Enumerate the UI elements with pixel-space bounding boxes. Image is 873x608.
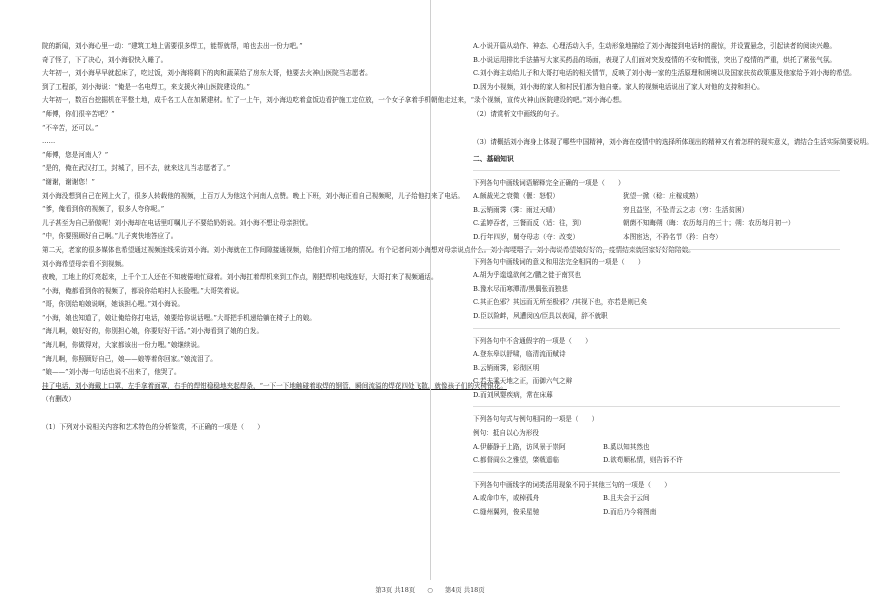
passage-line-19: “小海，俺都看到你的视频了，都说你给咱村人长脸哩。”大哥笑着说。: [42, 286, 244, 295]
question-4: [473, 170, 840, 245]
question-6: [473, 328, 840, 403]
q7-example: 例句：抵自以心为形役: [473, 429, 539, 438]
q4-option-b-part2: 穷且益坚，不坠青云之志（穷：生活贫困）: [623, 205, 749, 214]
q4-option-b: B.云销雨霁（霁：雨过天晴）: [473, 205, 560, 214]
spacer: [42, 407, 420, 421]
q1-option-b: B.小说运用排比手法描写大家买药品的场面，表现了人们面对突发疫情的不安和慌张，突出了疫情的严重，烘托了紧张气氛。: [473, 55, 837, 64]
q4-option-a: A.颇裁光之衰微（偃：怒恨）: [473, 192, 559, 201]
right-page-number: 第4页 共18页: [444, 586, 485, 594]
q6-option-b: B.云销雨霁，彩彻区明: [473, 363, 540, 372]
q4-row: [473, 190, 840, 204]
q1-option-d: D.因为小视频，刘小海的家人和村民们都为他自豪。家人的视频电话说出了家人对他的支持和担心。: [473, 82, 764, 91]
passage-line-3: 大年初一，刘小海早早就起床了，吃过饭，刘小海将剩下的肉和蔬菜给了房东大哥，他要去火神山医院当志愿者。: [42, 69, 372, 78]
passage-line-12: 刘小海没想到自己在网上火了，很多人转载他的视频，上百万人为他这个河南人点赞。晚上下班，刘小海正看自己视频呢，儿子给他打来了电话。: [42, 191, 464, 200]
page-footer: [0, 581, 860, 599]
passage-line-22: “海儿啊，娘好好的，你别担心娘，你要好好干活。”刘小海看到了娘的白发。: [42, 327, 264, 336]
q4-option-c-part2: 朝菌不知晦朔（晦：农历每月的三十；朔：农历每月初一）: [623, 219, 795, 228]
passage-line-11: “谢谢，谢谢您！”: [42, 177, 95, 186]
q1-option-a: A.小说开篇从动作、神态、心理活动入手，生动形象地描绘了刘小海接到电话时的震惊，并设置悬念，引起读者的阅读兴趣。: [473, 42, 836, 50]
passage-line-6: “师傅，你们很辛苦吧？”: [42, 109, 115, 118]
q5-option-a: A.胡为乎遑遑欲何之/鹏之徙于南冥也: [473, 271, 581, 280]
question-3: （3）请概括刘小海身上体现了哪些中国精神，刘小海在疫情中的选择所体现出的精神又有着怎样的现实意义，请结合生活实际简要说明。: [473, 137, 873, 146]
q6-option-a: A.登东皋以舒啸，临清流而赋诗: [473, 350, 566, 359]
q5-option-d: D.臣以险衅，夙遭闵凶/臣具以表闻，辞不就职: [473, 311, 608, 320]
q7-option-c: C.都督阎公之雅望，棨戟遥临: [473, 456, 560, 465]
left-page-number: 第3页 共18页: [375, 586, 416, 594]
spacer: [473, 94, 840, 108]
footer-separator-icon: ○: [427, 586, 433, 594]
passage-line-14: 儿子甚至为自己骄傲呢！刘小海却在电话里叮嘱儿子不要给奶奶说。刘小海不想让母亲担忧。: [42, 218, 313, 227]
q4-row: [473, 204, 840, 218]
passage-line-18: 夜晚，工地上的灯亮起来，上千个工人还在不知疲倦地忙碌着。刘小海扛着焊机来到工作点，刚把焊机电线连好，大哥打来了视频通话。: [42, 273, 438, 282]
q4-stem: 下列各句中画线词语解释完全正确的一项是（ ）: [473, 178, 625, 187]
q4-row: [473, 217, 840, 231]
passage-line-25: “娘——”刘小海一句话也说不出来了，他哭了。: [42, 368, 181, 377]
q4-option-d: D.行年四岁，舅夺母志（夺：改变）: [473, 232, 580, 241]
q7-option-d: D.欲苟顺私情，则告诉不许: [603, 456, 683, 465]
section-title: 二、基础知识: [473, 154, 514, 163]
q6-option-d: D.而刘夙婴疾病，常在床蓐: [473, 390, 553, 399]
q6-option-c: C.若夫乘天地之正，而御六气之辩: [473, 377, 573, 386]
right-column: [430, 0, 873, 580]
q8-option-a: A.或命巾车，或棹孤舟: [473, 494, 540, 503]
q8-row: [473, 506, 840, 520]
passage-line-16: 第二天，老家的很多媒体也希望通过视频连线采访刘小海。刘小海就在工作间隙接通视频，给他们介绍工地的情况。有个记者问刘小海想对母亲说点什么。刘小海哽咽了。刘小海说希望娘好好的，疫情结束就回家好好陪陪娘。: [42, 245, 695, 254]
q1-option-c: C.刘小海主动给儿子和大哥打电话的相关情节，反映了刘小海一家的生活原理和困境以及国家扶贫政策惠及他家给予刘小海的希望。: [473, 69, 856, 78]
passage-line-17: 刘小海希望母亲看不到视频。: [42, 259, 128, 268]
q8-option-d: D.而后乃今将图南: [603, 508, 657, 517]
q6-stem: 下列各句中不含通假字的一项是（ ）: [473, 336, 592, 345]
passage-line-23: “海儿啊，你做得对，大家都该出一份力哩。”娘继续说。: [42, 341, 204, 350]
passage-line-9: “师傅，您是河南人？”: [42, 150, 109, 159]
q4-option-d-part2: 本图宦达，不矜名节（矜：自夸）: [623, 232, 722, 241]
q8-row: [473, 492, 840, 506]
passage-line-20: “哥，你别给咱娘说啊，她该担心哩。”刘小海说。: [42, 300, 184, 309]
source-note: （有删改）: [42, 395, 75, 404]
question-5: [473, 249, 840, 324]
q4-option-c: C.孟婷吞者，三餐而反（适：往，到）: [473, 219, 586, 228]
question-7: [473, 406, 840, 467]
q8-stem: 下列各句中画线字的词类活用现象不同于其他三句的一项是（ ）: [473, 480, 671, 489]
q5-option-b: B.豫水尽而寒潭清/黑偶张而独悲: [473, 284, 568, 293]
passage-line-10: “是的，俺在武汉打工，封城了，回不去，就来这儿当志愿者了。”: [42, 164, 231, 173]
q8-option-b: B.且夫会于云间: [603, 494, 650, 503]
underlined-passage-sentence: 挂了电话，刘小海戴上口罩，左手拿着面罩，右手的焊钳稳稳地夹起焊条，“一下一下地触碰着取焊的钢管，瞬间流溢的焊花四处飞散，就像孩子们的火树银花。: [42, 381, 507, 390]
q4-option-a-part2: 犹望一掀（稔：庄稼成熟）: [623, 192, 703, 201]
q7-stem: 下列各句句式与例句相同的一项是（ ）: [473, 415, 599, 424]
question-8: [473, 472, 840, 520]
q7-option-a: A.伊藤静于上路，访风景于崇阿: [473, 442, 566, 451]
passage-line-8: ……: [42, 137, 56, 146]
q7-row: [473, 454, 840, 468]
passage-line-15: “中，你要照顾好自己啊。”儿子爽快地答应了。: [42, 232, 178, 241]
passage-line-7: “不辛苦，还可以。”: [42, 123, 99, 132]
q5-stem: 下列各句中画线词的意义和用法完全相同的一项是（ ）: [473, 257, 645, 266]
passage-line-24: “海儿啊，你照顾好自己，娘——娘等着你回家。”娘流泪了。: [42, 354, 217, 363]
q4-row: [473, 231, 840, 245]
passage-line-4: 到了工程部，刘小海说：“俺是一名电焊工，来支援火神山医院建设的。”: [42, 82, 250, 91]
passage-line-5: 大年初一，数百台挖掘机在平整土地，成千名工人在加紧建材。忙了一上午，刘小海边吃着盒饭边看护施工定位放，一个女子拿着手机朝他走过来，“录个视频，宣传火神山医院建设的吧。”刘小海心想。: [42, 96, 626, 105]
passage-line-1: 院的新闻，刘小海心里一动：“建筑工地上需要很多焊工，能帮就帮，咱也去出一份力吧。”: [42, 42, 303, 50]
q5-option-c: C.其正色邪？其远而无所至极邪？/其视下也，亦若是则已矣: [473, 298, 647, 307]
question-1-stem: （1）下列对小说相关内容和艺术特色的分析鉴赏，不正确的一项是（ ）: [42, 423, 264, 432]
passage-line-2: 奇了怪了，下了决心，刘小海很快入睡了。: [42, 55, 168, 64]
question-2: （2）请赏析文中画线的句子。: [473, 110, 563, 119]
q8-option-c: C.缝州翼列，俊采星驰: [473, 508, 540, 517]
spacer: [473, 122, 840, 136]
passage-line-13: “爹，俺看到你的视频了，很多人夸你呢。”: [42, 205, 165, 214]
q7-row: [473, 441, 840, 455]
passage-line-21: “小海，娘也知道了，娘让俺给你打电话，娘要给你说话哩。”大哥把手机递给躺在椅子上的娘。: [42, 313, 316, 322]
q7-option-b: B.奚以知其然也: [603, 442, 650, 451]
